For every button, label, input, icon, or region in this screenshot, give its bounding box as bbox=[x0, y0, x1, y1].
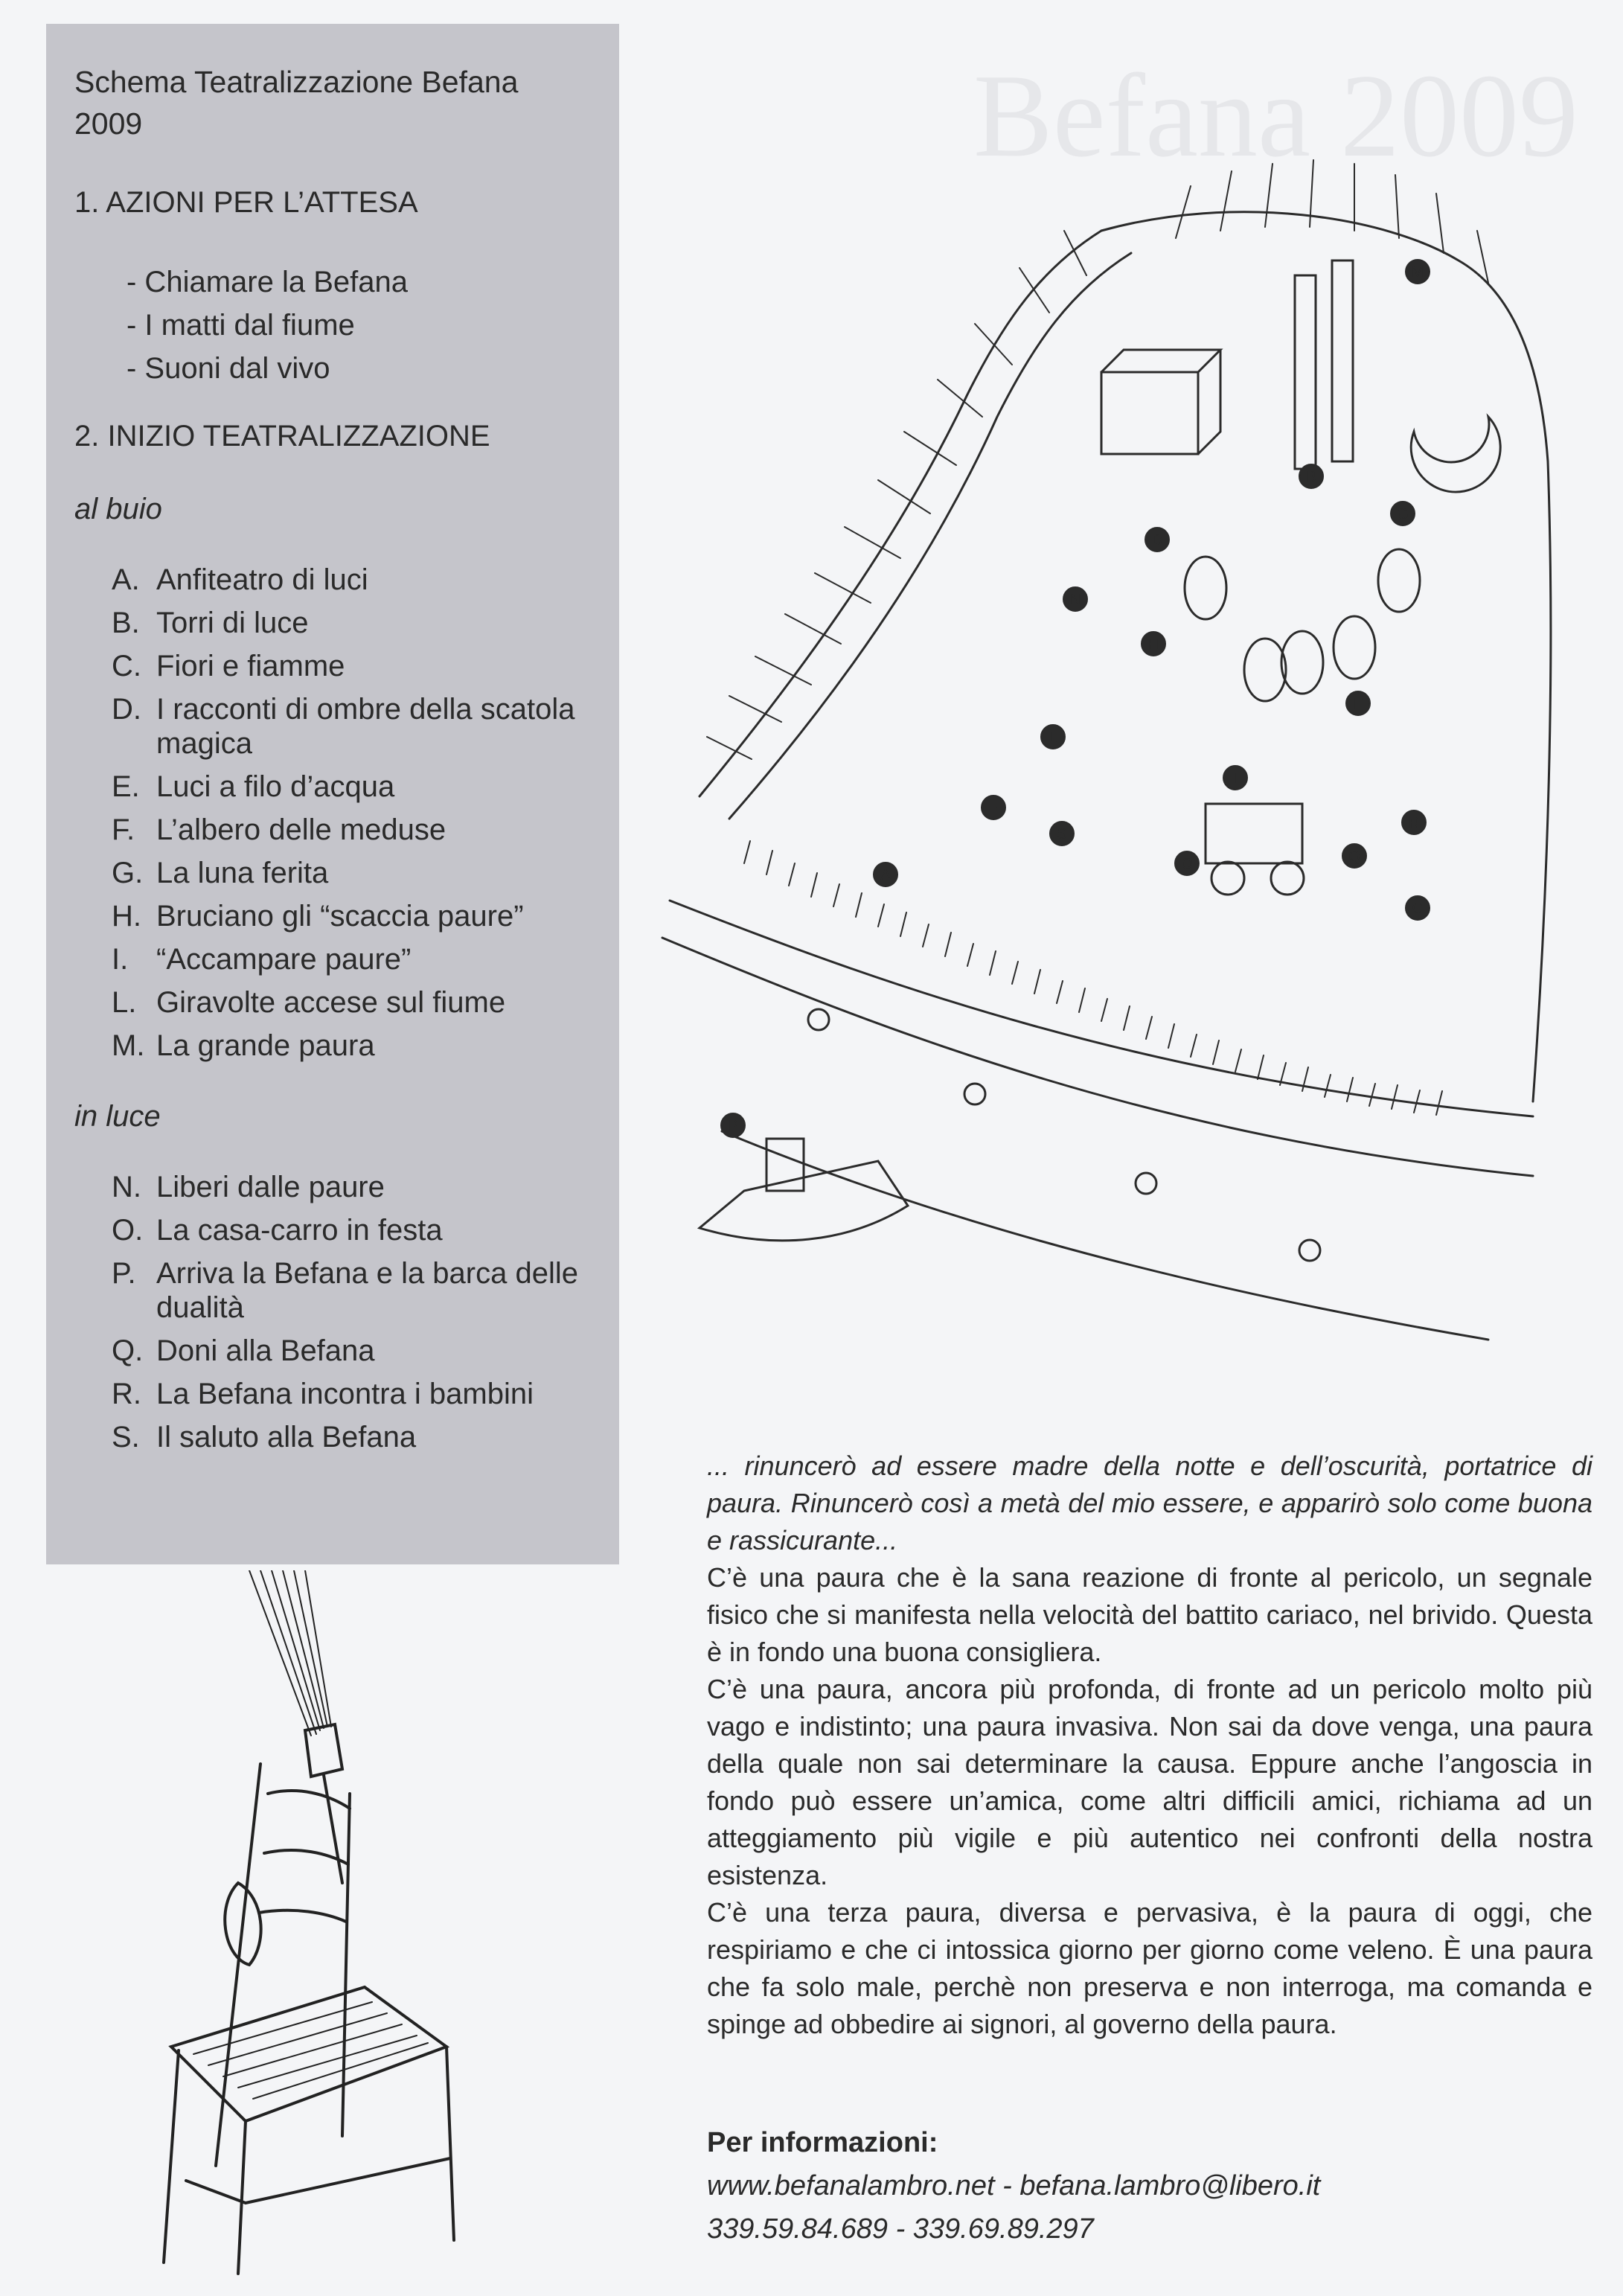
river-lantern bbox=[1299, 1240, 1320, 1261]
svg-text:P: P bbox=[728, 1118, 738, 1134]
action-item: - Suoni dal vivo bbox=[127, 352, 330, 385]
magic-box-depth bbox=[1101, 350, 1220, 454]
wagon-wheel bbox=[1211, 862, 1244, 895]
scene-text: La grande paura bbox=[156, 1029, 375, 1062]
scene-text: Il saluto alla Befana bbox=[156, 1421, 417, 1454]
marker-I bbox=[1223, 766, 1247, 790]
river-lantern bbox=[808, 1009, 829, 1030]
scene-letter: E. bbox=[112, 770, 140, 803]
crowd-strokes bbox=[744, 841, 1442, 1115]
actions-list bbox=[127, 260, 591, 390]
svg-text:H: H bbox=[1147, 636, 1159, 653]
chair-leg bbox=[238, 2121, 246, 2274]
dark-scenes-list bbox=[112, 563, 591, 1063]
scene-letter: L. bbox=[112, 986, 137, 1019]
marker-N bbox=[1063, 587, 1087, 611]
scene-item bbox=[112, 770, 591, 804]
section-heading-teatralizzazione: 2. INIZIO TEATRALIZZAZIONE bbox=[74, 420, 490, 453]
scene-item bbox=[112, 856, 591, 890]
light-label: in luce bbox=[74, 1100, 161, 1133]
mask-figure bbox=[1334, 616, 1375, 679]
scene-text: I racconti di ombre della scatola magica bbox=[156, 693, 575, 760]
marker-F bbox=[1346, 691, 1370, 715]
river-lantern bbox=[1136, 1173, 1156, 1194]
scene-text: Luci a filo d’acqua bbox=[156, 770, 395, 803]
scene-letter: C. bbox=[112, 650, 141, 682]
scene-letter: F. bbox=[112, 813, 135, 846]
svg-text:I: I bbox=[1233, 770, 1238, 787]
scene-item bbox=[112, 1420, 591, 1454]
scene-letter: B. bbox=[112, 607, 140, 639]
scene-text: Anfiteatro di luci bbox=[156, 563, 368, 596]
wagon-house bbox=[1206, 804, 1302, 863]
broom-bristles bbox=[249, 1570, 331, 1736]
scene-item bbox=[112, 1256, 591, 1325]
light-tower bbox=[1295, 275, 1316, 469]
magic-box bbox=[1101, 372, 1198, 454]
scene-text: “Accampare paure” bbox=[156, 943, 412, 976]
scene-item bbox=[112, 692, 591, 761]
body-text bbox=[707, 1448, 1592, 2043]
light-tower bbox=[1332, 260, 1353, 461]
paragraph-third-fear: C’è una terza paura, diversa e pervasiva, è la paura di oggi, che respiriamo e che ci intossica giorno per giorno come veleno. È una paura che fa solo male, perchè non preserva e non interroga, ma comanda e spinge ad obbedire ai signori, al governo della paura. bbox=[707, 1897, 1592, 2039]
marker-G bbox=[1391, 502, 1415, 525]
chair-seat bbox=[171, 1987, 446, 2121]
scene-letter: P. bbox=[112, 1257, 136, 1290]
marker-M bbox=[1406, 260, 1430, 284]
scene-text: Fiori e fiamme bbox=[156, 650, 345, 682]
scene-text: Bruciano gli “scaccia paure” bbox=[156, 900, 524, 933]
marker-B bbox=[1299, 464, 1323, 488]
marker-R bbox=[1402, 810, 1426, 834]
action-item: - I matti dal fiume bbox=[127, 309, 355, 342]
marker-A bbox=[874, 863, 897, 886]
svg-text:F: F bbox=[1353, 696, 1363, 712]
scene-text: L’albero delle meduse bbox=[156, 813, 446, 846]
marker-O bbox=[1175, 851, 1199, 875]
section-heading-attesa: 1. AZIONI PER L’ATTESA bbox=[74, 186, 418, 219]
chair-rung bbox=[186, 2158, 450, 2203]
scene-letter: R. bbox=[112, 1378, 141, 1410]
contact-info bbox=[707, 2121, 1592, 2251]
scene-letter: M. bbox=[112, 1029, 145, 1062]
scene-item bbox=[112, 649, 591, 683]
marker-S bbox=[1050, 822, 1074, 845]
scene-letter: D. bbox=[112, 693, 141, 726]
marker-Q bbox=[1342, 844, 1366, 868]
scene-item bbox=[112, 1029, 591, 1063]
scene-text: La casa-carro in festa bbox=[156, 1214, 443, 1247]
chair-leg bbox=[164, 2050, 179, 2263]
chair-leg bbox=[446, 2047, 454, 2240]
svg-text:O: O bbox=[1181, 856, 1193, 872]
slope-right-edge bbox=[1533, 461, 1551, 1101]
chair-broom-illustration bbox=[119, 1570, 536, 2277]
mask-figure bbox=[1244, 639, 1286, 701]
scene-letter: O. bbox=[112, 1214, 144, 1247]
scene-letter: Q. bbox=[112, 1334, 144, 1367]
scene-text: Liberi dalle paure bbox=[156, 1171, 385, 1203]
scene-item bbox=[112, 813, 591, 847]
scene-letter: G. bbox=[112, 857, 144, 889]
marker-H bbox=[1142, 632, 1165, 656]
scene-text: La Befana incontra i bambini bbox=[156, 1378, 534, 1410]
scene-text: La luna ferita bbox=[156, 857, 329, 889]
wounded-moon bbox=[1411, 417, 1500, 492]
svg-text:S: S bbox=[1057, 826, 1067, 842]
broom-binding bbox=[305, 1724, 342, 1777]
light-scenes-list bbox=[112, 1170, 591, 1454]
svg-text:N: N bbox=[1069, 592, 1081, 608]
mask-figure bbox=[1281, 631, 1323, 694]
boat-cabin bbox=[766, 1139, 804, 1191]
svg-text:B: B bbox=[1306, 469, 1316, 485]
svg-text:C: C bbox=[1412, 901, 1424, 917]
scene-item bbox=[112, 1170, 591, 1204]
scene-item bbox=[112, 606, 591, 640]
svg-text:D: D bbox=[1151, 532, 1163, 549]
paragraph-second-fear: C’è una paura, ancora più profonda, di fronte ad un pericolo molto più vago e indistinto; una paura invasiva. Non sai da dove venga, una paura della quale non sai determinare la causa. Eppure anche l’angoscia in fondo può essere un’amica, come altri difficili amici, richiama ad un atteggiamento più vigile e più autentico nei confronti della nostra esistenza. bbox=[707, 1674, 1592, 1890]
riverbank-lower bbox=[662, 938, 1533, 1176]
scene-text: Giravolte accese sul fiume bbox=[156, 986, 506, 1019]
river-lantern bbox=[964, 1084, 985, 1104]
scene-item bbox=[112, 1213, 591, 1247]
slope-hatching bbox=[707, 160, 1488, 759]
scene-item bbox=[112, 985, 591, 1020]
slope-edge-left-inner bbox=[729, 253, 1131, 819]
befana-quote: ... rinuncerò ad essere madre della notte e dell’oscurità, portatrice di paura. Rinuncerò così a metà del mio essere, e apparirò solo come buona e rassicurante... bbox=[707, 1451, 1592, 1555]
dark-label: al buio bbox=[74, 493, 162, 525]
scene-letter: H. bbox=[112, 900, 141, 933]
info-web-email: www.befanalambro.net - befana.lambro@libero.it bbox=[707, 2170, 1321, 2201]
scene-text: Doni alla Befana bbox=[156, 1334, 375, 1367]
scene-text: Arriva la Befana e la barca delle dualità bbox=[156, 1257, 578, 1324]
scene-letter: S. bbox=[112, 1421, 140, 1454]
stage-sketch-illustration bbox=[655, 149, 1592, 1355]
svg-text:A: A bbox=[880, 867, 891, 883]
marker-D bbox=[1145, 528, 1169, 551]
scene-letter: I. bbox=[112, 943, 129, 976]
chair-slat bbox=[259, 1910, 346, 1922]
watermark-text: Befana 2009 bbox=[973, 49, 1578, 182]
svg-text:G: G bbox=[1397, 506, 1409, 522]
chair-slat bbox=[268, 1791, 350, 1809]
svg-text:L: L bbox=[1049, 729, 1057, 746]
action-item: - Chiamare la Befana bbox=[127, 266, 408, 298]
mask-figure bbox=[1378, 549, 1420, 612]
paragraph-first-fear: C’è una paura che è la sana reazione di fronte al pericolo, un segnale fisico che si manifesta nella velocità del battito cariaco, nel brivido. Questa è in fondo una buona consigliera. bbox=[707, 1562, 1592, 1667]
scene-item bbox=[112, 1334, 591, 1368]
schema-title: Schema Teatralizzazione Befana 2009 bbox=[74, 65, 519, 141]
scene-letter: N. bbox=[112, 1171, 141, 1203]
marker-P bbox=[721, 1113, 745, 1137]
riverbank-upper bbox=[670, 901, 1533, 1116]
scene-letter: A. bbox=[112, 563, 140, 596]
svg-text:E: E bbox=[988, 800, 999, 816]
svg-text:R: R bbox=[1408, 815, 1420, 831]
scene-item bbox=[112, 563, 591, 597]
schema-panel bbox=[46, 24, 619, 1564]
info-phones: 339.59.84.689 - 339.69.89.297 bbox=[707, 2213, 1094, 2245]
marker-C bbox=[1406, 896, 1430, 920]
svg-text:M: M bbox=[1411, 264, 1424, 281]
chair-back-post bbox=[216, 1764, 260, 2166]
mask-figure bbox=[1185, 557, 1226, 619]
scene-item bbox=[112, 899, 591, 933]
marker-E bbox=[982, 796, 1005, 819]
scene-item bbox=[112, 942, 591, 976]
wagon-wheel bbox=[1271, 862, 1304, 895]
scene-item bbox=[112, 1377, 591, 1411]
broom-handle bbox=[324, 1775, 342, 1883]
marker-L bbox=[1041, 725, 1065, 749]
scene-text: Torri di luce bbox=[156, 607, 309, 639]
svg-text:Q: Q bbox=[1348, 848, 1360, 865]
info-heading: Per informazioni: bbox=[707, 2127, 938, 2158]
